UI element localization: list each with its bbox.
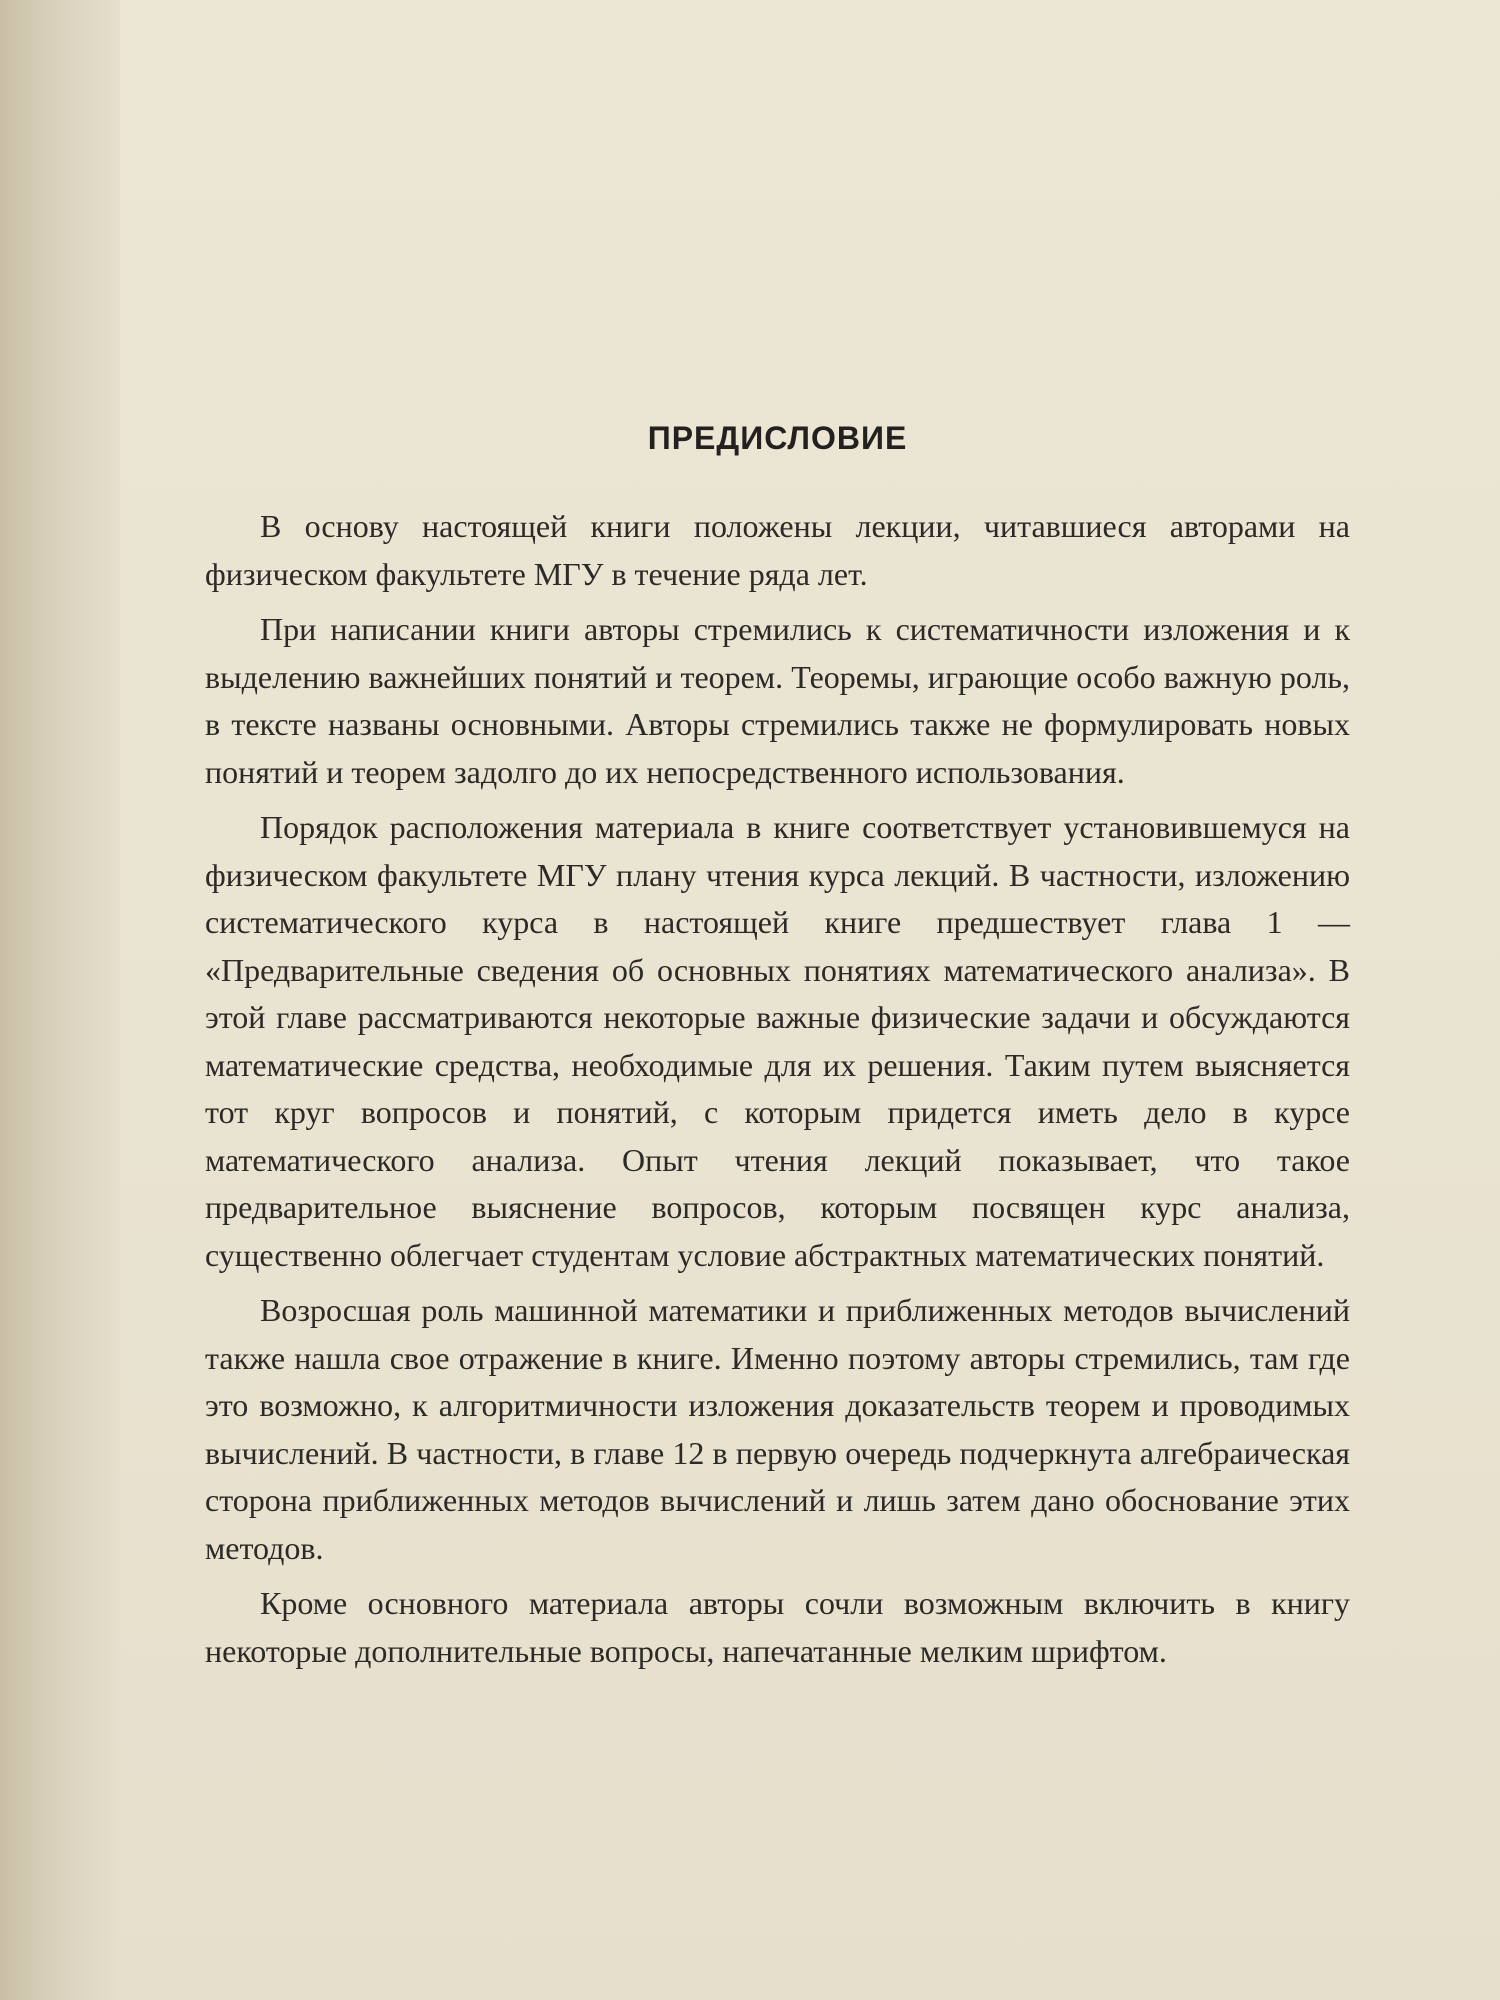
paragraph-4: Возросшая роль машинной математики и приближенных методов вычислений также нашла свое отражение в книге. Именно поэтому авторы стремились, там где это возможно, к алгоритмичности изложения доказательств теорем и проводимых вычислений. В частности, в главе 12 в первую очередь подчеркнута алгебраическая сторона приближенных методов вычислений и лишь затем дано обоснование этих методов.: [205, 1292, 1350, 1566]
paragraph-5: Кроме основного материала авторы сочли возможным включить в книгу некоторые дополнительные вопросы, напечатанные мелким шрифтом.: [205, 1585, 1350, 1669]
paragraph-3: Порядок расположения материала в книге соответствует установившемуся на физическом факультете МГУ плану чтения курса лекций. В частности, изложению систематического курса в настоящей книге предшествует глава 1 — «Предварительные сведения об основных понятиях математического анализа». В этой главе рассматриваются некоторые важные физические задачи и обсуждаются математические средства, необходимые для их решения. Таким путем выясняется тот круг вопросов и понятий, с которым придется иметь дело в курсе математического анализа. Опыт чтения лекций показывает, что такое предварительное выяснение вопросов, которым посвящен курс анализа, существенно облегчает студентам условие абстрактных математических понятий.: [205, 809, 1350, 1273]
paragraph-2: При написании книги авторы стремились к систематичности изложения и к выделению важнейших понятий и теорем. Теоремы, играющие особо важную роль, в тексте названы основными. Авторы стремились также не формулировать новых понятий и теорем задолго до их непосредственного использования.: [205, 611, 1350, 790]
book-gutter: [0, 0, 120, 2000]
page-title: ПРЕДИСЛОВИЕ: [647, 420, 908, 456]
preface-text: [205, 420, 1350, 1683]
paragraph-1: В основу настоящей книги положены лекции, читавшиеся авторами на физическом факультете МГУ в течение ряда лет.: [205, 508, 1350, 592]
